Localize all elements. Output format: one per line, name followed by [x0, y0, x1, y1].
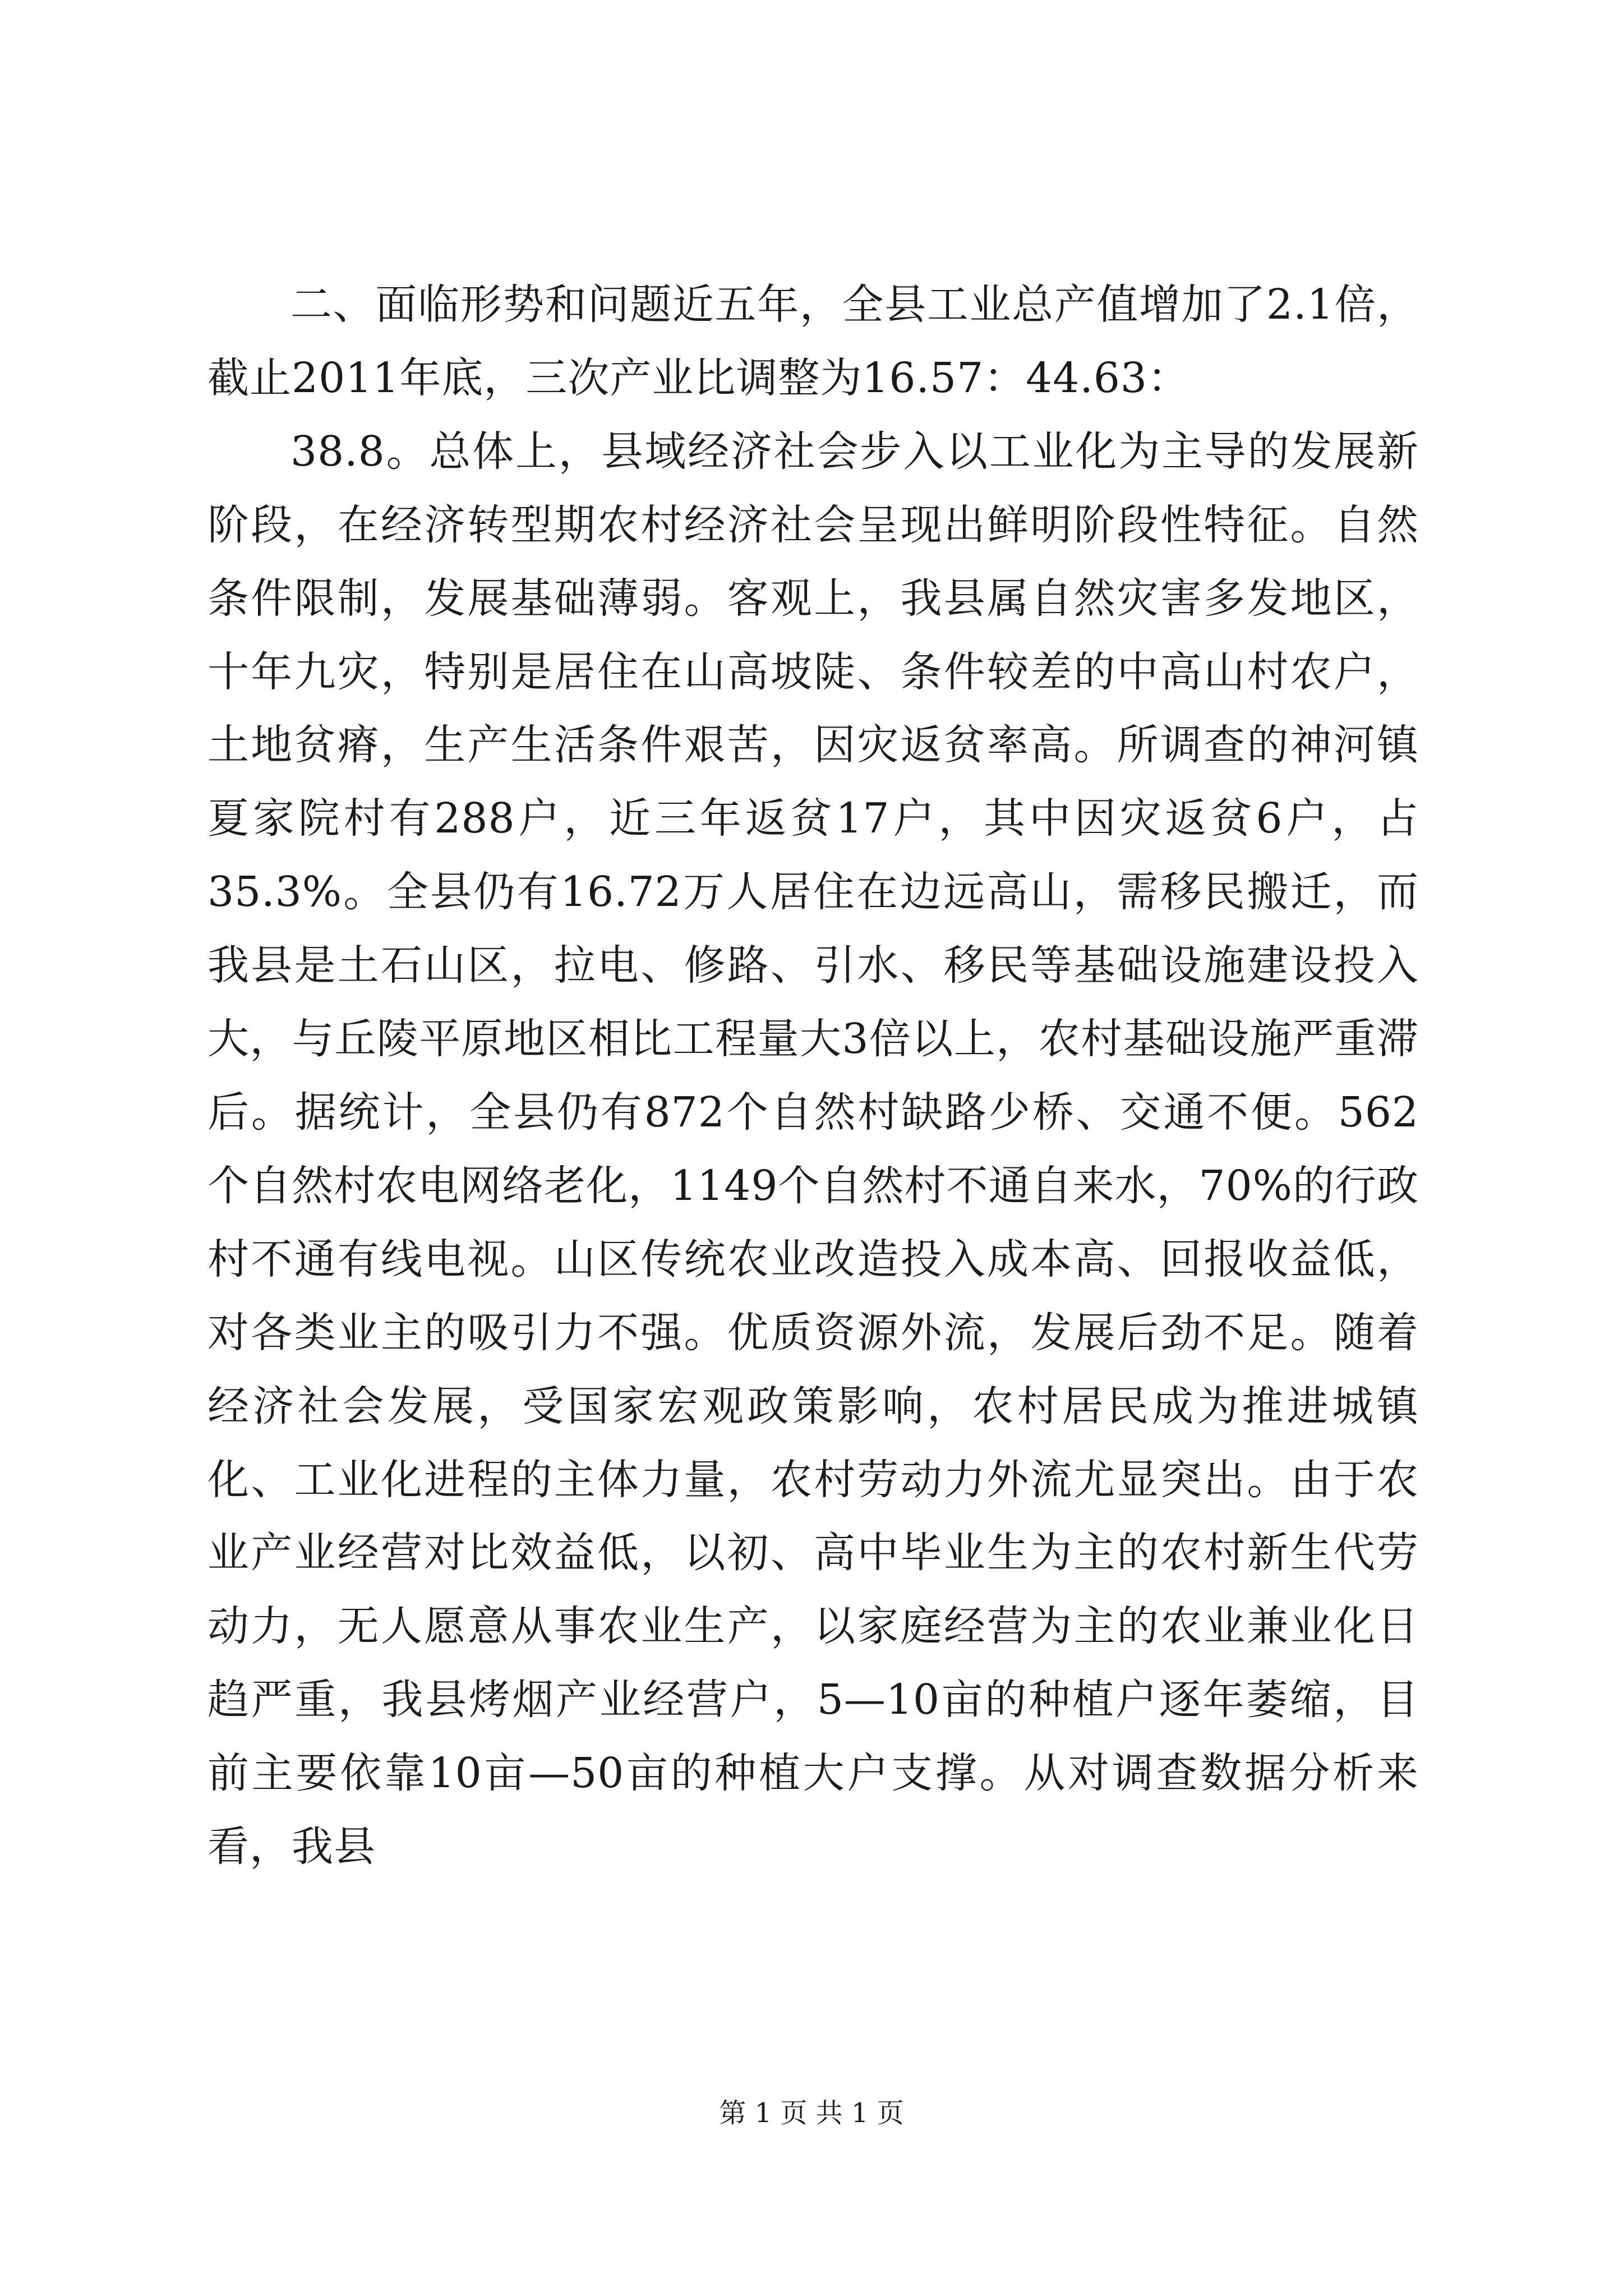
paragraph-1: 二、面临形势和问题近五年，全县工业总产值增加了2.1倍，截止2011年底，三次产业比调整为16.57：44.63：	[208, 280, 1419, 402]
document-body	[208, 268, 1419, 1884]
paragraph-2: 38.8。总体上，县域经济社会步入以工业化为主导的发展新阶段，在经济转型期农村经济社会呈现出鲜明阶段性特征。自然条件限制，发展基础薄弱。客观上，我县属自然灾害多发地区，十年九灾，特别是居住在山高坡陡、条件较差的中高山村农户，土地贫瘠，生产生活条件艰苦，因灾返贫率高。所调查的神河镇夏家院村有288户，近三年返贫17户，其中因灾返贫6户，占35.3%。全县仍有16.72万人居住在边远高山，需移民搬迁，而我县是土石山区，拉电、修路、引水、移民等基础设施建设投入大，与丘陵平原地区相比工程量大3倍以上，农村基础设施严重滞后。据统计，全县仍有872个自然村缺路少桥、交通不便。562个自然村农电网络老化，1149个自然村不通自来水，70%的行政村不通有线电视。山区传统农业改造投入成本高、回报收益低，对各类业主的吸引力不强。优质资源外流，发展后劲不足。随着经济社会发展，受国家宏观政策影响，农村居民成为推进城镇化、工业化进程的主体力量，农村劳动力外流尤显突出。由于农业产业经营对比效益低，以初、高中毕业生为主的农村新生代劳动力，无人愿意从事农业生产，以家庭经营为主的农业兼业化日趋严重，我县烤烟产业经营户，5—10亩的种植户逐年萎缩，目前主要依靠10亩—50亩的种植大户支撑。从对调查数据分析来看，我县	[208, 427, 1419, 1871]
page-footer: 第 1 页 共 1 页	[719, 2097, 904, 2129]
